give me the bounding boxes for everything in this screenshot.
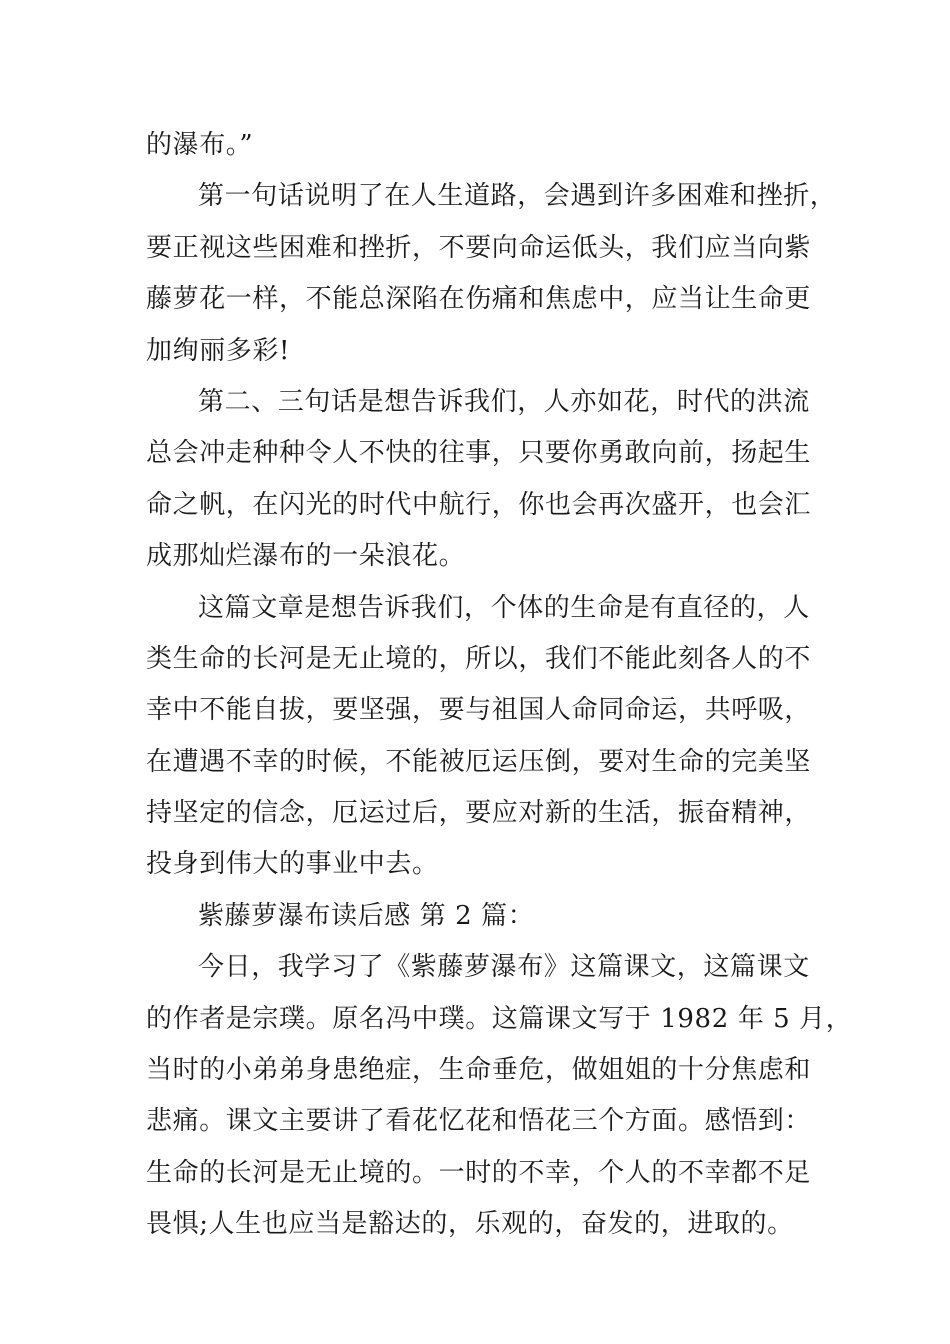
text-line: 的作者是宗璞。原名冯中璞。这篇课文写于 1982 年 5 月， — [146, 1003, 853, 1034]
text-line: 今日，我学习了《紫藤萝瀑布》这篇课文，这篇课文 — [198, 952, 810, 983]
text-line: 悲痛。课文主要讲了看花忆花和悟花三个方面。感悟到： — [146, 1106, 812, 1137]
text-line: 第二、三句话是想告诉我们，人亦如花，时代的洪流 — [198, 386, 810, 417]
text-line: 要正视这些困难和挫折，不要向命运低头，我们应当向紫 — [146, 232, 812, 263]
text-line: 藤萝花一样，不能总深陷在伤痛和焦虑中，应当让生命更 — [146, 284, 812, 315]
text-line: 投身到伟大的事业中去。 — [146, 849, 439, 880]
text-line: 第一句话说明了在人生道路，会遇到许多困难和挫折， — [198, 181, 837, 212]
text-line: 总会冲走种种令人不快的往事，只要你勇敢向前，扬起生 — [146, 438, 812, 469]
text-line: 这篇文章是想告诉我们，个体的生命是有直径的，人 — [198, 592, 810, 623]
text-line: 畏惧;人生也应当是豁达的，乐观的，奋发的，进取的。 — [146, 1209, 794, 1240]
text-line: 命之帆，在闪光的时代中航行，你也会再次盛开，也会汇 — [146, 489, 812, 520]
text-line: 类生命的长河是无止境的，所以，我们不能此刻各人的不 — [146, 643, 812, 674]
section-heading: 紫藤萝瀑布读后感 第 2 篇： — [198, 900, 535, 931]
text-line: 当时的小弟弟身患绝症，生命垂危，做姐姐的十分焦虑和 — [146, 1055, 812, 1086]
text-line: 的瀑布。” — [146, 130, 254, 160]
text-line: 持坚定的信念，厄运过后，要应对新的生活，振奋精神， — [146, 798, 812, 829]
text-line: 生命的长河是无止境的。一时的不幸，个人的不幸都不足 — [146, 1157, 812, 1188]
text-line: 成那灿烂瀑布的一朵浪花。 — [146, 541, 466, 572]
text-line: 在遭遇不幸的时候，不能被厄运压倒，要对生命的完美坚 — [146, 746, 812, 777]
text-line: 加绚丽多彩! — [146, 335, 291, 366]
document-body — [146, 120, 853, 1251]
text-line: 幸中不能自拔，要坚强，要与祖国人命同命运，共呼吸， — [146, 695, 812, 726]
